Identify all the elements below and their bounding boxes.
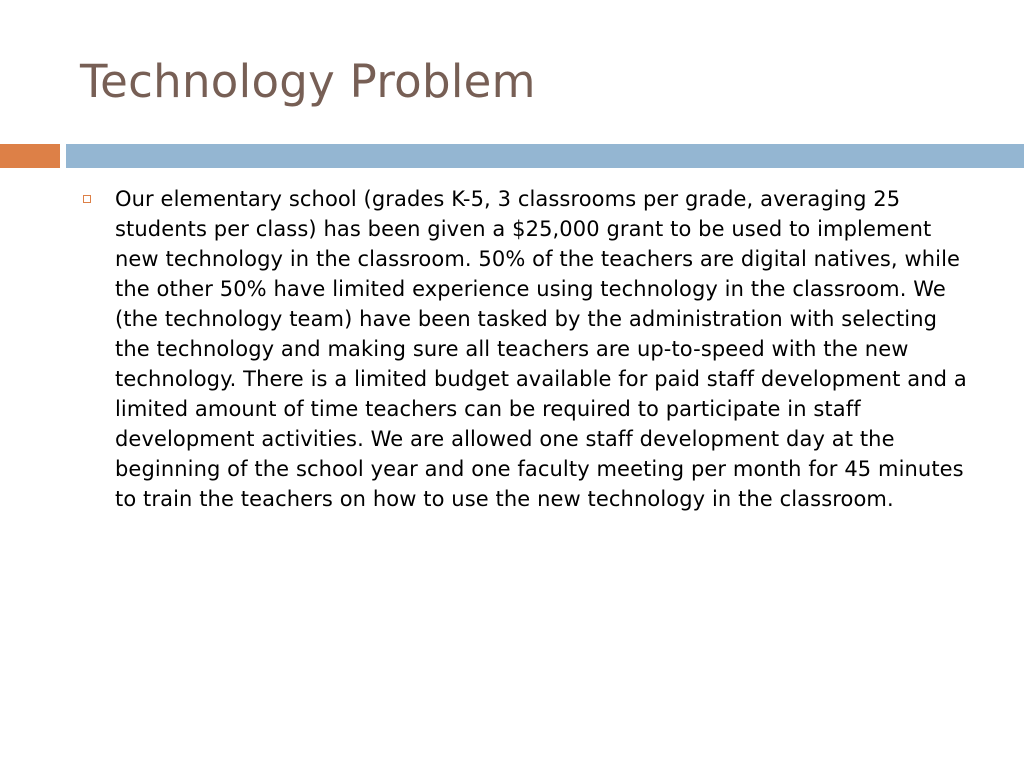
- square-bullet-icon: [83, 195, 91, 203]
- bullet-item: [78, 184, 978, 514]
- bullet-text: Our elementary school (grades K-5, 3 classrooms per grade, averaging 25 students per class) has been given a $25,000 grant to be used to implement new technology in the classroom. 50% of the teachers are digital natives, while the other 50% have limited experience using technology in the classroom. We (the technology team) have been tasked by the administration with selecting the technology and making sure all teachers are up-to-speed with the new technology. There is a limited budget available for paid staff development and a limited amount of time teachers can be required to participate in staff development activities. We are allowed one staff development day at the beginning of the school year and one faculty meeting per month for 45 minutes to train the teachers on how to use the new technology in the classroom.: [115, 187, 967, 511]
- slide-body: [78, 184, 978, 514]
- accent-bar-orange: [0, 144, 60, 168]
- accent-bar-blue: [66, 144, 1024, 168]
- slide-title: Technology Problem: [80, 55, 536, 108]
